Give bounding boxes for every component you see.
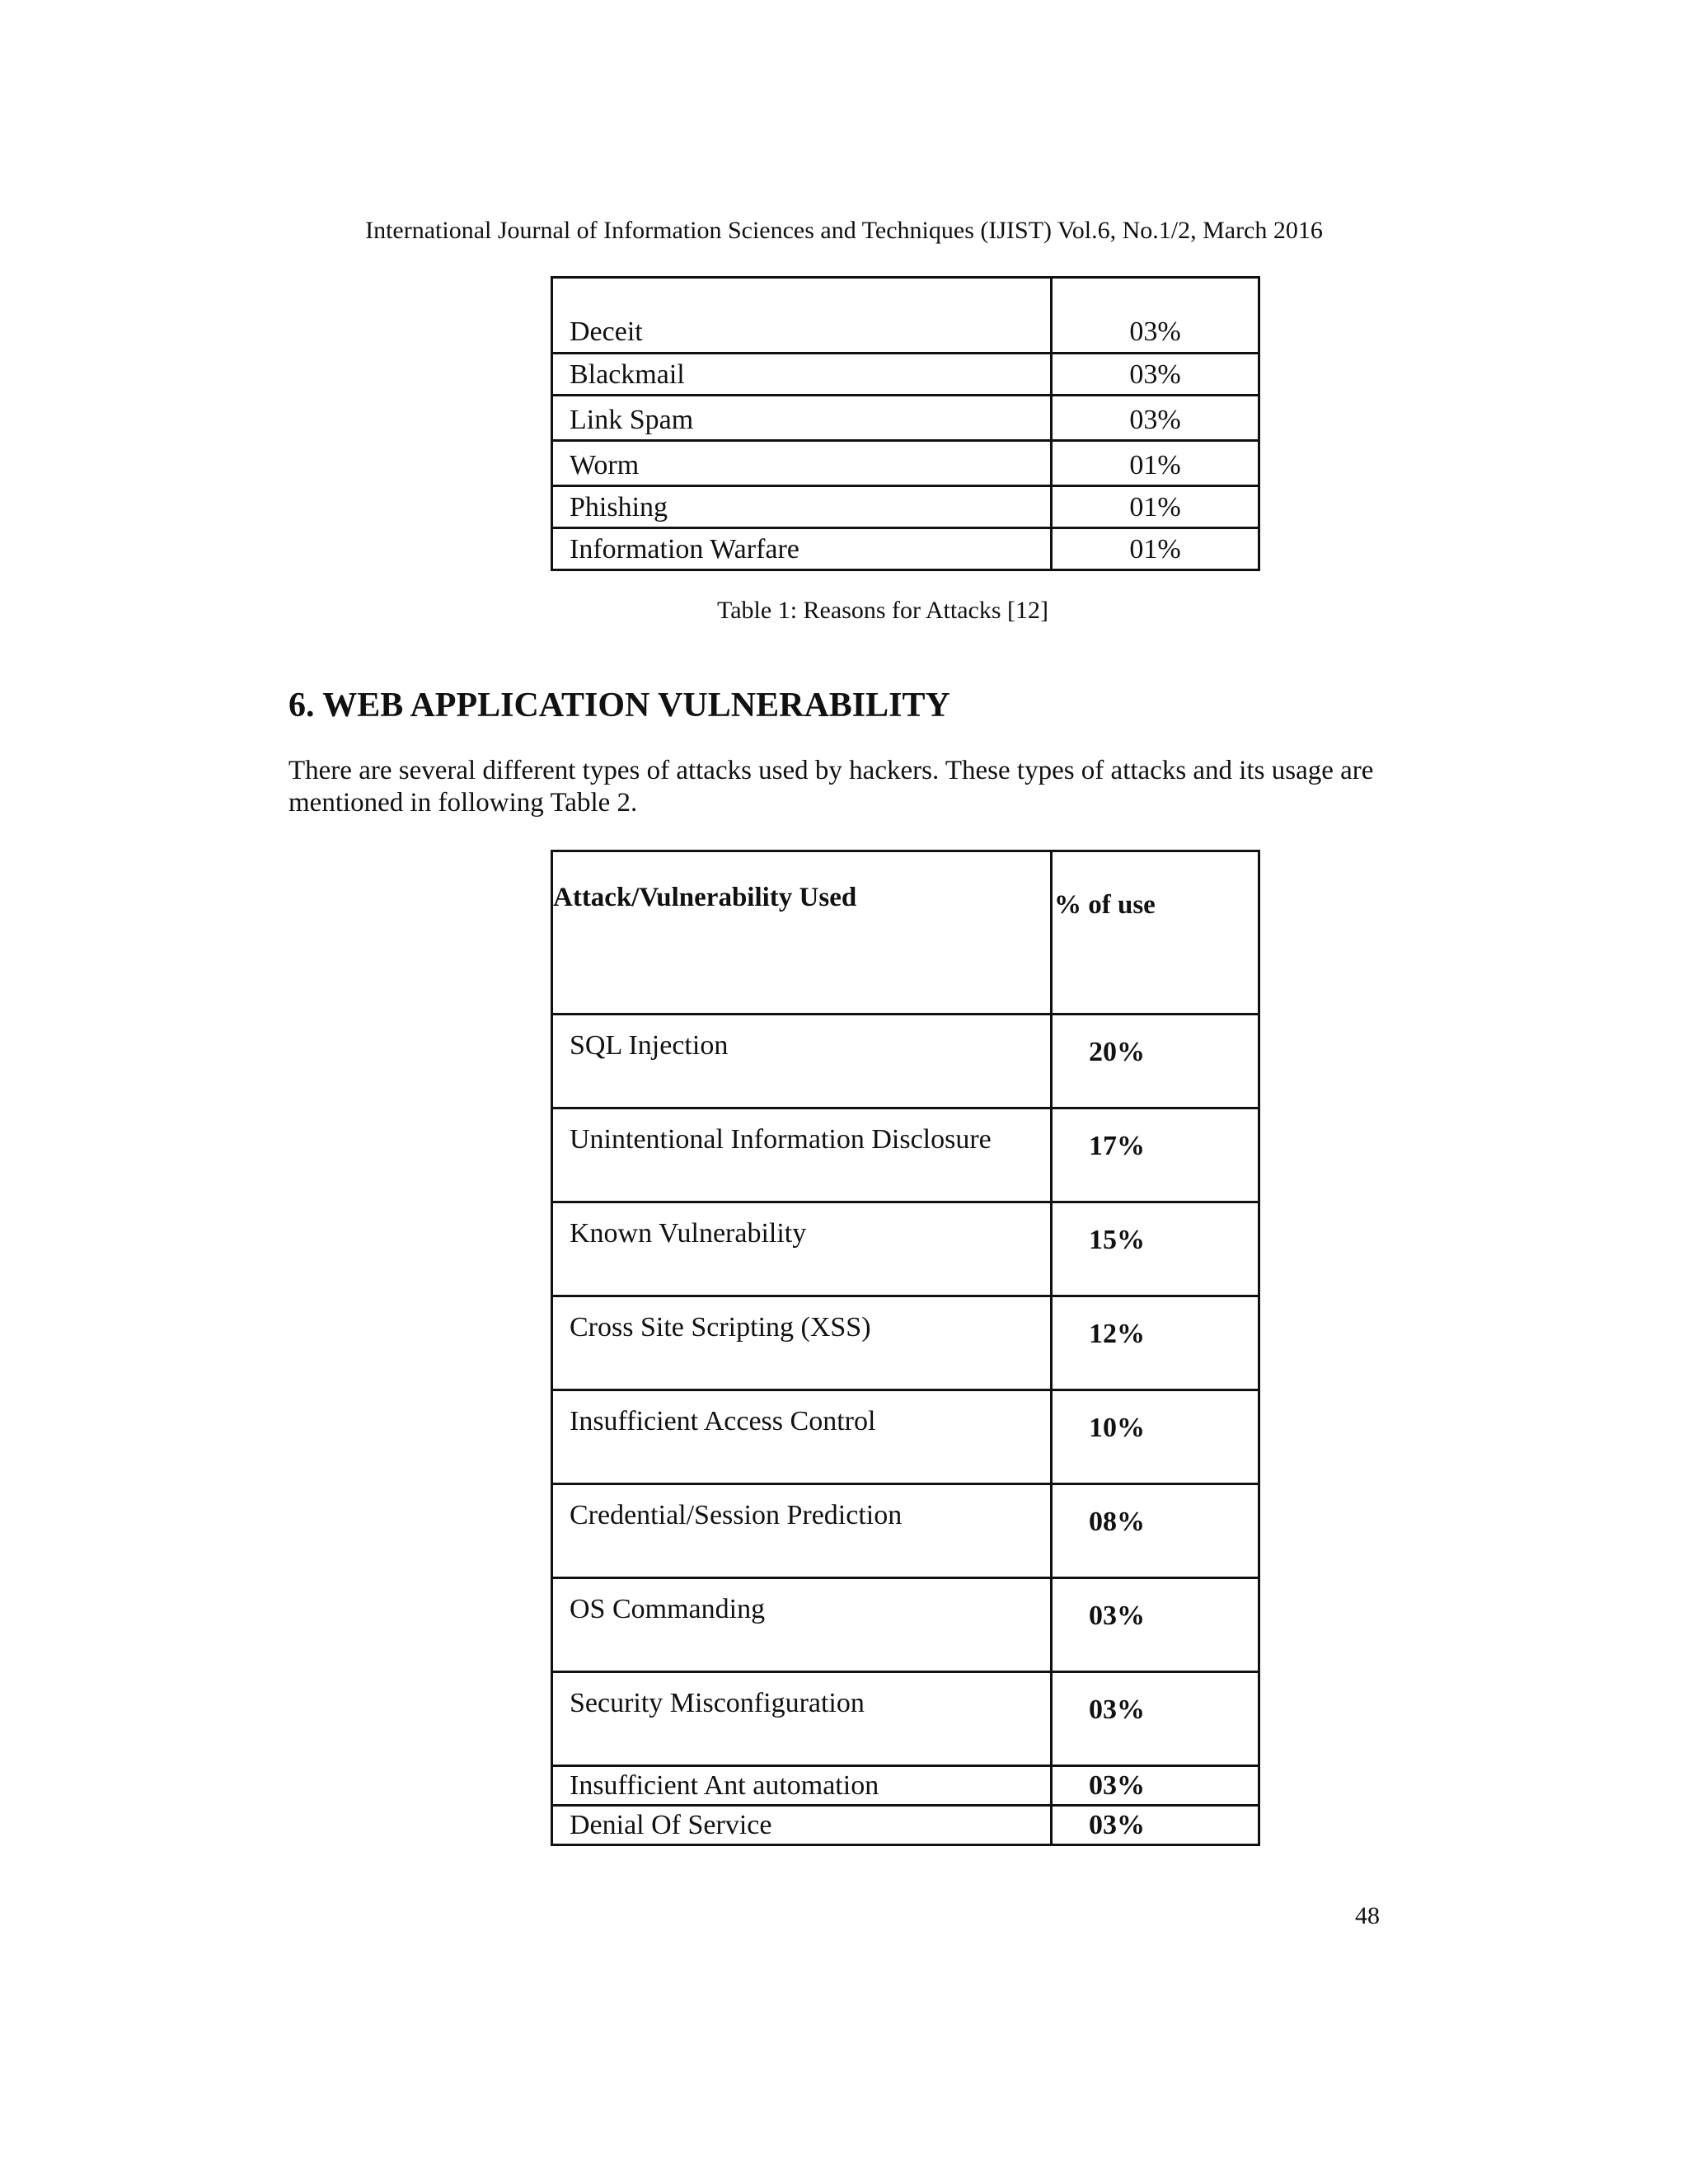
reason-cell: Blackmail	[552, 354, 1052, 396]
running-header: International Journal of Information Sciences and Techniques (IJIST) Vol.6, No.1/2, March 2016	[365, 217, 1323, 244]
percent-cell: 03%	[1052, 1672, 1259, 1766]
reason-cell: Information Warfare	[552, 528, 1052, 570]
body-paragraph: There are several different types of attacks used by hackers. These types of attacks and its usage are mentioned in following Table 2.	[288, 756, 1374, 818]
table-row	[552, 1108, 1259, 1202]
attack-cell: Security Misconfiguration	[552, 1672, 1052, 1766]
table-caption: Table 1: Reasons for Attacks [12]	[717, 597, 1048, 624]
percent-cell: 03%	[1052, 354, 1259, 396]
reason-cell: Worm	[552, 441, 1052, 486]
attack-cell: Unintentional Information Disclosure	[552, 1108, 1052, 1202]
table-row	[552, 441, 1259, 486]
table-row	[552, 1806, 1259, 1845]
reason-cell: Deceit	[552, 278, 1052, 354]
percent-cell: 03%	[1052, 1578, 1259, 1672]
table-row	[552, 1202, 1259, 1296]
column-header-percent: % of use	[1052, 851, 1259, 1015]
percent-cell: 03%	[1052, 278, 1259, 354]
table-row	[552, 1672, 1259, 1766]
percent-cell: 01%	[1052, 528, 1259, 570]
attack-cell: Insufficient Ant automation	[552, 1766, 1052, 1806]
attack-cell: OS Commanding	[552, 1578, 1052, 1672]
page-number: 48	[1355, 1902, 1380, 1929]
percent-cell: 12%	[1052, 1296, 1259, 1390]
percent-cell: 08%	[1052, 1484, 1259, 1578]
percent-cell: 20%	[1052, 1015, 1259, 1108]
column-header-attack: Attack/Vulnerability Used	[552, 851, 1052, 1015]
table-row	[552, 1015, 1259, 1108]
attack-cell: Known Vulnerability	[552, 1202, 1052, 1296]
reason-cell: Phishing	[552, 486, 1052, 528]
attack-cell: Insufficient Access Control	[552, 1390, 1052, 1484]
percent-cell: 03%	[1052, 1766, 1259, 1806]
percent-cell: 01%	[1052, 441, 1259, 486]
reason-cell: Link Spam	[552, 396, 1052, 441]
attack-cell: Cross Site Scripting (XSS)	[552, 1296, 1052, 1390]
percent-cell: 01%	[1052, 486, 1259, 528]
attack-usage-table	[551, 850, 1260, 1846]
percent-cell: 15%	[1052, 1202, 1259, 1296]
percent-cell: 03%	[1052, 1806, 1259, 1845]
reasons-for-attacks-table	[551, 276, 1260, 571]
attack-cell: Denial Of Service	[552, 1806, 1052, 1845]
table-row	[552, 486, 1259, 528]
table-row	[552, 1390, 1259, 1484]
percent-cell: 10%	[1052, 1390, 1259, 1484]
table-row	[552, 396, 1259, 441]
table-row	[552, 1296, 1259, 1390]
table-row	[552, 278, 1259, 354]
table-row	[552, 1766, 1259, 1806]
table-header-row	[552, 851, 1259, 1015]
attack-cell: Credential/Session Prediction	[552, 1484, 1052, 1578]
section-heading: 6. WEB APPLICATION VULNERABILITY	[288, 687, 950, 724]
table-row	[552, 528, 1259, 570]
percent-cell: 17%	[1052, 1108, 1259, 1202]
percent-cell: 03%	[1052, 396, 1259, 441]
table-row	[552, 1484, 1259, 1578]
attack-cell: SQL Injection	[552, 1015, 1052, 1108]
table-row	[552, 1578, 1259, 1672]
table-row	[552, 354, 1259, 396]
